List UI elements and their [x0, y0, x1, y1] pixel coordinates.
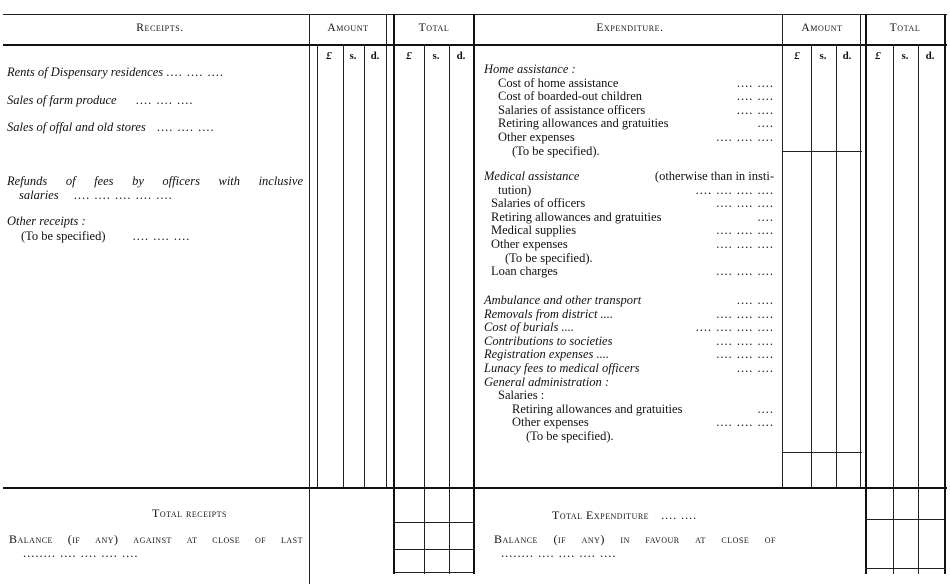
receipt-offal: Sales of offal and old stores .... .... .... — [7, 120, 215, 134]
total-receipts-label: Total receipts — [152, 506, 227, 520]
header-amount-right: Amount — [801, 22, 843, 34]
expenditure-home: Home assistance : Cost of home assistance .... .... Cost of boarded-out children .... .... Salaries of assistance officers .... .... Retiring allowances and gratuities .... Other expenses .... .... .... (To be specified). — [484, 62, 774, 158]
misc-item: Registration expenses .... .... .... .... — [484, 347, 774, 362]
home-item: (To be specified). — [512, 143, 600, 158]
total-rule — [394, 522, 474, 523]
header-total-left: Total — [418, 22, 450, 34]
total-rule — [394, 572, 474, 573]
receipt-rents: Rents of Dispensary residences .... .... .... — [7, 65, 224, 79]
admin-item: (To be specified). — [526, 428, 614, 443]
misc-item: Contributions to societies .... .... .... — [484, 333, 774, 348]
col-divider — [309, 14, 310, 584]
col-divider — [473, 14, 475, 574]
col-divider — [918, 44, 919, 574]
col-divider — [836, 44, 837, 487]
misc-item: Removals from district .... .... .... .... — [484, 306, 774, 321]
admin-item: Retiring allowances and gratuities .... — [512, 401, 774, 416]
col-divider — [424, 44, 425, 574]
receipt-specified: (To be specified) .... .... .... — [21, 229, 191, 243]
footer-rule — [3, 487, 947, 489]
top-rule — [3, 14, 947, 15]
home-item: Retiring allowances and gratuities .... — [498, 116, 774, 131]
receipt-other: Other receipts : — [7, 214, 86, 228]
total-expenditure-label: Total Expenditure .... .... — [552, 508, 698, 522]
col-divider — [449, 44, 450, 574]
misc-item: Ambulance and other transport .... .... — [484, 293, 774, 307]
header-rule — [3, 44, 947, 46]
header-total-right: Total — [889, 22, 921, 34]
unit-pence: d. — [842, 50, 852, 62]
expenditure-misc — [484, 294, 774, 444]
unit-pound: £ — [406, 50, 412, 62]
unit-pence: d. — [370, 50, 380, 62]
medical-item: Salaries of officers .... .... .... — [491, 196, 774, 211]
home-item: Salaries of assistance officers .... .... — [498, 102, 774, 117]
unit-shilling: s. — [349, 50, 357, 62]
col-divider — [343, 44, 344, 487]
col-divider — [386, 14, 387, 487]
unit-pence: d. — [925, 50, 935, 62]
unit-pound: £ — [794, 50, 800, 62]
admin-item: Other expenses .... .... .... — [512, 415, 774, 430]
medical-item: Loan charges .... .... .... — [491, 264, 774, 279]
home-item: Other expenses .... .... .... — [498, 129, 774, 144]
expenditure-medical: Medical assistance (otherwise than in insti- tution) .... .... .... .... Salaries of officers .... .... .... Retiring allowances and gratuities .... Medical supplies .... .... .... Other expenses .... .... .... (To be specified). Loan charges .... .... .... — [484, 169, 774, 279]
medical-item: Medical supplies .... .... .... — [491, 223, 774, 238]
col-divider — [782, 14, 783, 487]
home-item: Cost of home assistance .... .... — [498, 75, 774, 90]
unit-pound: £ — [875, 50, 881, 62]
col-divider — [893, 44, 894, 574]
subtotal-rule — [782, 151, 862, 152]
balance-in-favour: Balance (if any) in favour at close of ........ .... .... .... .... — [494, 532, 776, 560]
header-expenditure: Expenditure. — [596, 22, 664, 34]
col-divider — [865, 14, 867, 574]
total-rule — [865, 568, 945, 569]
subtotal-rule — [782, 452, 862, 453]
col-divider — [393, 14, 395, 574]
unit-pence: d. — [456, 50, 466, 62]
balance-against: Balance (if any) against at close of last ........ .... .... .... .... — [9, 532, 303, 560]
col-divider — [811, 44, 812, 487]
col-divider — [364, 44, 365, 487]
admin-salaries: Salaries : — [498, 388, 545, 403]
receipt-farm-produce: Sales of farm produce .... .... .... — [7, 93, 194, 107]
header-amount-left: Amount — [327, 22, 369, 34]
col-divider — [860, 14, 861, 487]
receipt-refunds: Refunds of fees by officers with inclusive salaries .... .... .... .... .... — [7, 174, 303, 202]
col-divider — [317, 44, 318, 487]
medical-item: Other expenses .... .... .... — [491, 236, 774, 251]
misc-item: Lunacy fees to medical officers .... .... — [484, 360, 774, 375]
total-rule — [394, 549, 474, 550]
unit-pound: £ — [326, 50, 332, 62]
medical-item: Retiring allowances and gratuities .... — [491, 209, 774, 224]
unit-shilling: s. — [819, 50, 827, 62]
unit-shilling: s. — [901, 50, 909, 62]
header-receipts: Receipts. — [136, 22, 184, 34]
medical-item: (To be specified). — [505, 250, 593, 265]
total-rule — [865, 519, 945, 520]
col-divider — [944, 14, 946, 574]
misc-item: General administration : — [484, 374, 609, 389]
home-item: Cost of boarded-out children .... .... — [498, 89, 774, 104]
misc-item: Cost of burials .... .... .... .... .... — [484, 320, 774, 335]
unit-shilling: s. — [432, 50, 440, 62]
